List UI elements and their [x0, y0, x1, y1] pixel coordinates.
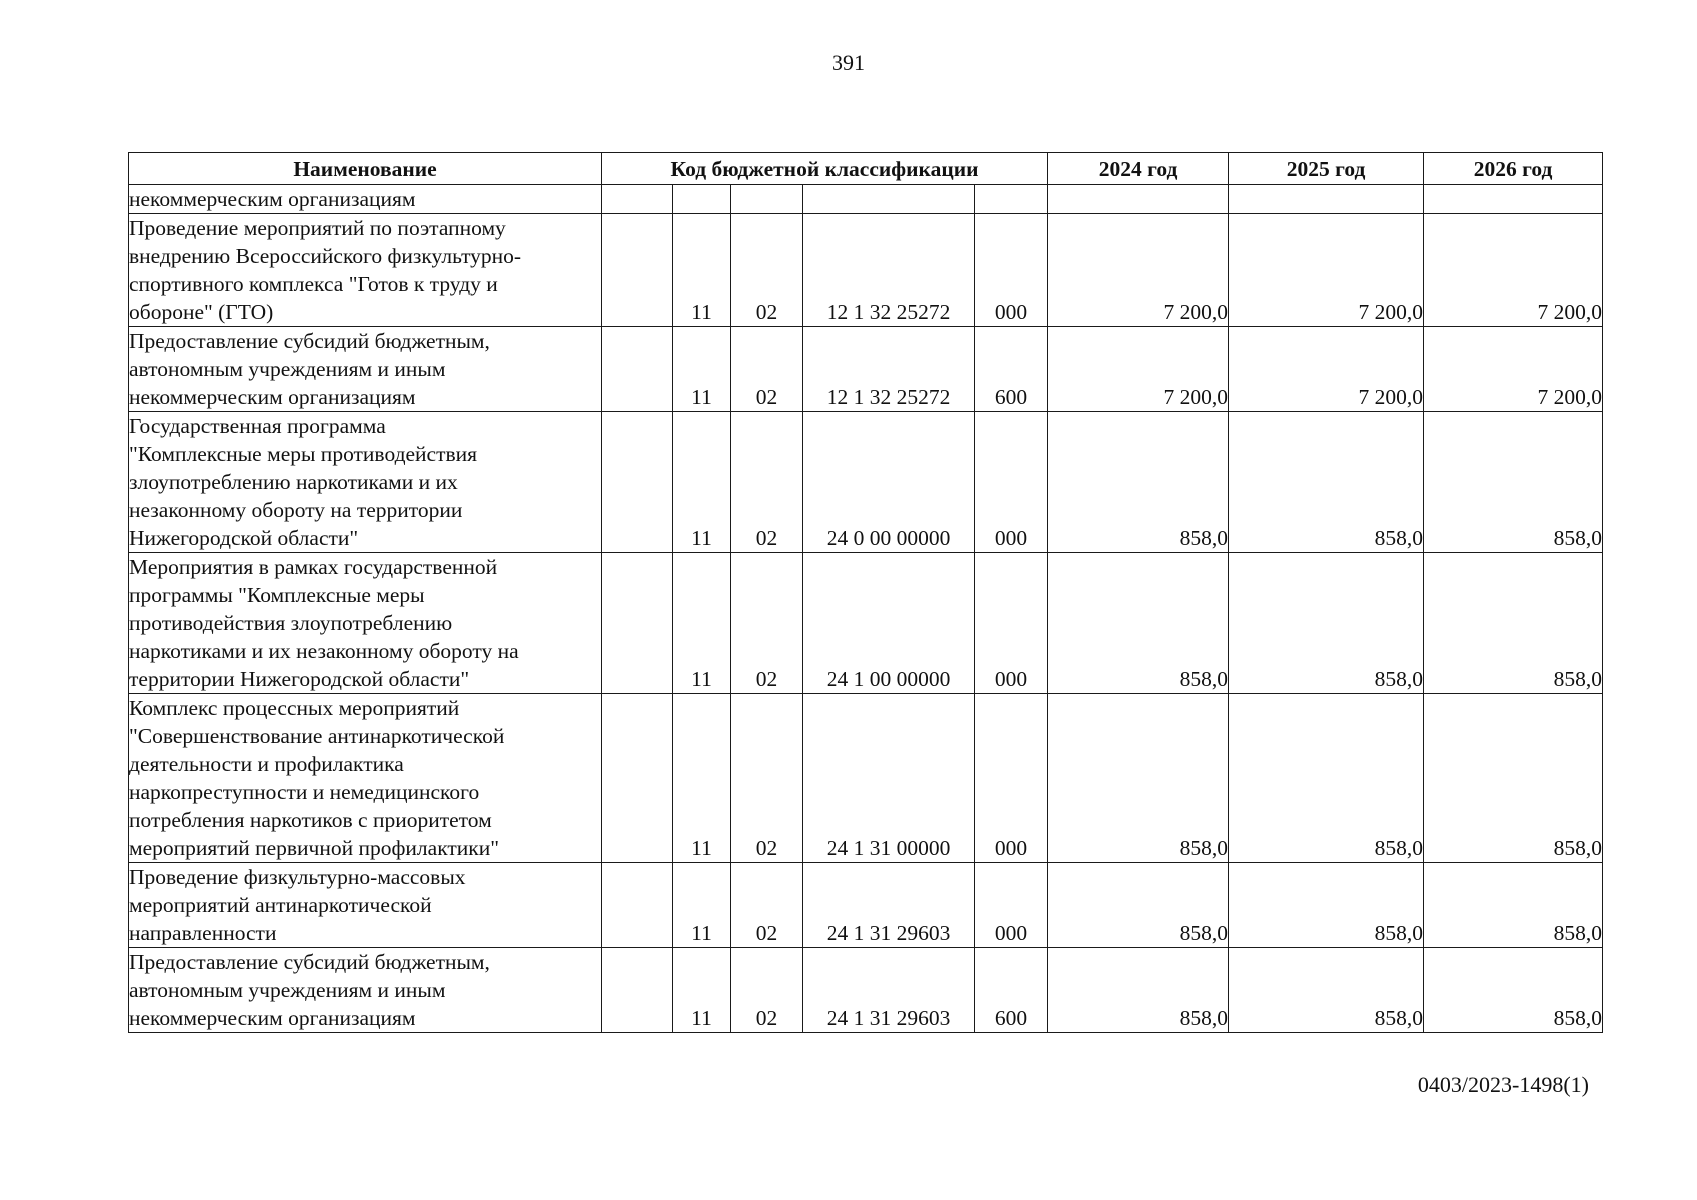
amount-2024: 858,0 — [1048, 948, 1229, 1033]
header-name: Наименование — [129, 153, 602, 185]
row-name: Комплекс процессных мероприятий "Совершенствование антинаркотической деятельности и профилактика наркопреступности и немедицинского потребления наркотиков с приоритетом мероприятий первичной профилактики" — [129, 694, 602, 863]
amount-2024: 858,0 — [1048, 863, 1229, 948]
amount-2026: 858,0 — [1424, 553, 1603, 694]
table-row — [129, 694, 1603, 863]
code-subsection — [731, 185, 803, 214]
table-row — [129, 553, 1603, 694]
code-target-article: 24 1 31 29603 — [803, 863, 975, 948]
document-id: 0403/2023-1498(1) — [1417, 1072, 1589, 1097]
row-name: некоммерческим организациям — [129, 185, 602, 214]
code-target-article: 12 1 32 25272 — [803, 214, 975, 327]
amount-2024: 858,0 — [1048, 553, 1229, 694]
amount-2025: 858,0 — [1229, 948, 1424, 1033]
code-empty-cell — [602, 412, 673, 553]
table-row — [129, 948, 1603, 1033]
table-header-row — [129, 153, 1603, 185]
code-empty-cell — [602, 327, 673, 412]
code-empty-cell — [602, 694, 673, 863]
row-name: Проведение физкультурно-массовых мероприятий антинаркотической направленности — [129, 863, 602, 948]
code-target-article: 24 1 31 00000 — [803, 694, 975, 863]
budget-table — [128, 152, 1603, 1033]
page-number: 391 — [832, 50, 865, 75]
row-name: Проведение мероприятий по поэтапному внедрению Всероссийского физкультурно- спортивного комплекса "Готов к труду и обороне" (ГТО) — [129, 214, 602, 327]
amount-2026: 858,0 — [1424, 412, 1603, 553]
header-2026: 2026 год — [1424, 153, 1603, 185]
table-row — [129, 185, 1603, 214]
code-target-article — [803, 185, 975, 214]
amount-2026: 7 200,0 — [1424, 214, 1603, 327]
code-empty-cell — [602, 553, 673, 694]
amount-2025: 858,0 — [1229, 694, 1424, 863]
amount-2026: 858,0 — [1424, 863, 1603, 948]
code-expense-type: 600 — [975, 948, 1048, 1033]
code-empty-cell — [602, 214, 673, 327]
amount-2025: 7 200,0 — [1229, 327, 1424, 412]
code-target-article: 24 1 00 00000 — [803, 553, 975, 694]
amount-2024 — [1048, 185, 1229, 214]
row-name: Государственная программа "Комплексные меры противодействия злоупотреблению наркотиками и их незаконному обороту на территории Нижегородской области" — [129, 412, 602, 553]
code-expense-type: 000 — [975, 412, 1048, 553]
amount-2024: 858,0 — [1048, 412, 1229, 553]
row-name: Предоставление субсидий бюджетным, автономным учреждениям и иным некоммерческим организациям — [129, 327, 602, 412]
code-section: 11 — [673, 327, 731, 412]
table-row — [129, 863, 1603, 948]
amount-2026: 858,0 — [1424, 694, 1603, 863]
code-subsection: 02 — [731, 327, 803, 412]
header-2025: 2025 год — [1229, 153, 1424, 185]
code-section: 11 — [673, 412, 731, 553]
code-expense-type — [975, 185, 1048, 214]
table-row — [129, 214, 1603, 327]
code-expense-type: 000 — [975, 214, 1048, 327]
amount-2024: 7 200,0 — [1048, 327, 1229, 412]
code-subsection: 02 — [731, 553, 803, 694]
table-row — [129, 412, 1603, 553]
table-row — [129, 327, 1603, 412]
code-section: 11 — [673, 214, 731, 327]
code-subsection: 02 — [731, 948, 803, 1033]
code-section: 11 — [673, 694, 731, 863]
code-section: 11 — [673, 948, 731, 1033]
code-subsection: 02 — [731, 214, 803, 327]
amount-2025: 7 200,0 — [1229, 214, 1424, 327]
code-expense-type: 600 — [975, 327, 1048, 412]
amount-2024: 7 200,0 — [1048, 214, 1229, 327]
code-target-article: 12 1 32 25272 — [803, 327, 975, 412]
code-subsection: 02 — [731, 863, 803, 948]
amount-2025: 858,0 — [1229, 863, 1424, 948]
code-section: 11 — [673, 553, 731, 694]
row-name: Предоставление субсидий бюджетным, автономным учреждениям и иным некоммерческим организациям — [129, 948, 602, 1033]
code-expense-type: 000 — [975, 863, 1048, 948]
code-expense-type: 000 — [975, 553, 1048, 694]
code-subsection: 02 — [731, 412, 803, 553]
amount-2026: 858,0 — [1424, 948, 1603, 1033]
code-subsection: 02 — [731, 694, 803, 863]
code-empty-cell — [602, 185, 673, 214]
header-2024: 2024 год — [1048, 153, 1229, 185]
amount-2025 — [1229, 185, 1424, 214]
code-empty-cell — [602, 948, 673, 1033]
code-empty-cell — [602, 863, 673, 948]
code-expense-type: 000 — [975, 694, 1048, 863]
code-section — [673, 185, 731, 214]
amount-2025: 858,0 — [1229, 553, 1424, 694]
amount-2026 — [1424, 185, 1603, 214]
code-target-article: 24 0 00 00000 — [803, 412, 975, 553]
amount-2025: 858,0 — [1229, 412, 1424, 553]
header-code: Код бюджетной классификации — [602, 153, 1048, 185]
amount-2026: 7 200,0 — [1424, 327, 1603, 412]
code-section: 11 — [673, 863, 731, 948]
code-target-article: 24 1 31 29603 — [803, 948, 975, 1033]
row-name: Мероприятия в рамках государственной программы "Комплексные меры противодействия злоупотреблению наркотиками и их незаконному обороту на территории Нижегородской области" — [129, 553, 602, 694]
amount-2024: 858,0 — [1048, 694, 1229, 863]
